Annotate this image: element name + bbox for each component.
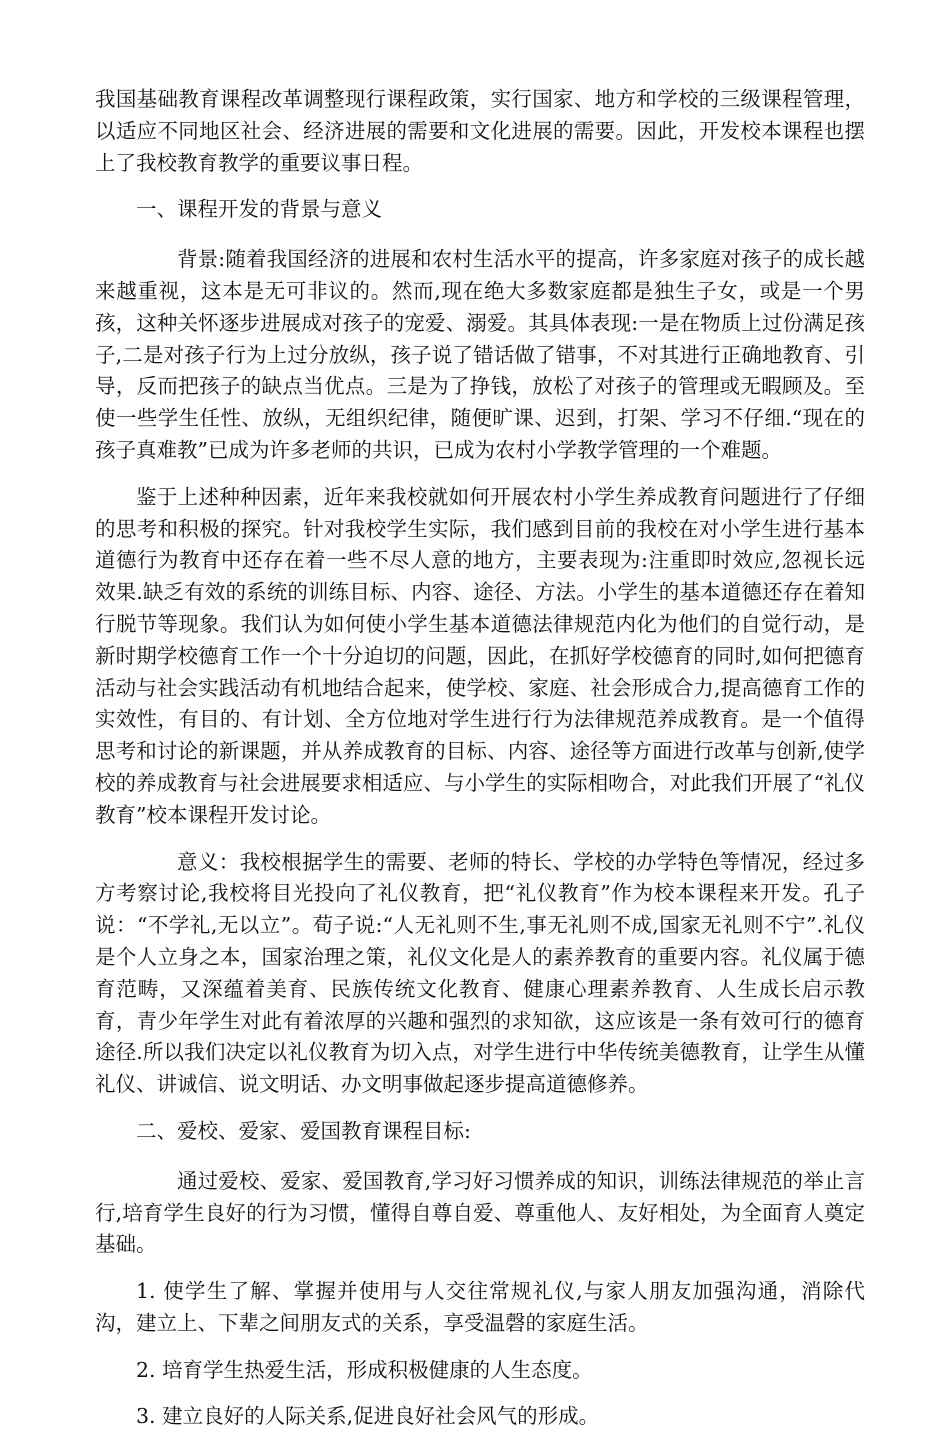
reasons-paragraph: 鉴于上述种种因素，近年来我校就如何开展农村小学生养成教育问题进行了仔细的思考和积极的探究。针对我校学生实际，我们感到目前的我校在对小学生进行基本道德行为教育中还存在着一些不尽人意的地方，主要表现为:注重即时效应,忽视长远效果.缺乏有效的系统的训练目标、内容、途径、方法。小学生的基本道德还存在着知行脱节等现象。我们认为如何使小学生基本道德法律规范内化为他们的自觉行动，是新时期学校德育工作一个十分迫切的问题，因此，在抓好学校德育的同时,如何把德育活动与社会实践活动有机地结合起来，使学校、家庭、社会形成合力,提高德育工作的实效性，有目的、有计划、全方位地对学生进行行为法律规范养成教育。是一个值得思考和讨论的新课题，并从养成教育的目标、内容、途径等方面进行改革与创新,使学校的养成教育与社会进展要求相适应、与小学生的实际相吻合，对此我们开展了“礼仪教育”校本课程开发讨论。: [95, 484, 865, 827]
goal-item-2: 2. 培育学生热爱生活，形成积极健康的人生态度。: [136, 1357, 593, 1382]
background-paragraph: 背景:随着我国经济的进展和农村生活水平的提高，许多家庭对孩子的成长越来越重视，这本是无可非议的。然而,现在绝大多数家庭都是独生子女，或是一个男孩，这种关怀逐步进展成对孩子的宠爱、溺爱。其具体表现:一是在物质上过份满足孩子,二是对孩子行为上过分放纵，孩子说了错话做了错事，不对其进行正确地教育、引导，反而把孩子的缺点当优点。三是为了挣钱，放松了对孩子的管理或无暇顾及。至使一些学生任性、放纵，无组织纪律，随便旷课、迟到，打架、学习不仔细.“现在的孩子真难教”已成为许多老师的共识，已成为农村小学教学管理的一个难题。: [95, 247, 865, 462]
goal-item-1: 1. 使学生了解、掌握并使用与人交往常规礼仪,与家人朋友加强沟通，消除代沟，建立上、下辈之间朋友式的关系，享受温磬的家庭生活。: [95, 1279, 865, 1335]
intro-paragraph: 我国基础教育课程改革调整现行课程政策，实行国家、地方和学校的三级课程管理，以适应不同地区社会、经济进展的需要和文化进展的需要。因此，开发校本课程也摆上了我校教育教学的重要议事日程。: [95, 87, 865, 175]
section-1-heading: 一、课程开发的背景与意义: [136, 197, 382, 222]
goal-paragraph: 通过爱校、爱家、爱国教育,学习好习惯养成的知识，训练法律规范的举止言行,培育学生良好的行为习惯，懂得自尊自爱、尊重他人、友好相处，为全面育人奠定基础。: [95, 1168, 865, 1257]
document-page: [95, 84, 865, 1448]
goal-item-3: 3. 建立良好的人际关系,促进良好社会风气的形成。: [136, 1404, 600, 1429]
section-2-heading: 二、爱校、爱家、爱国教育课程目标:: [136, 1118, 471, 1143]
meaning-paragraph: 意义：我校根据学生的需要、老师的特长、学校的办学特色等情况，经过多方考察讨论,我校将目光投向了礼仪教育，把“礼仪教育”作为校本课程来开发。孔子说：“不学礼,无以立”。荀子说:“人无礼则不生,事无礼则不成,国家无礼则不宁”.礼仪是个人立身之本，国家治理之策，礼仪文化是人的素养教育的重要内容。礼仪属于德育范畴，又深蕴着美育、民族传统文化教育、健康心理素养教育、人生成长启示教育，青少年学生对此有着浓厚的兴趣和强烈的求知欲，这应该是一条有效可行的德育途径.所以我们决定以礼仪教育为切入点，对学生进行中华传统美德教育，让学生从懂礼仪、讲诚信、说文明话、办文明事做起逐步提高道德修养。: [95, 849, 865, 1097]
